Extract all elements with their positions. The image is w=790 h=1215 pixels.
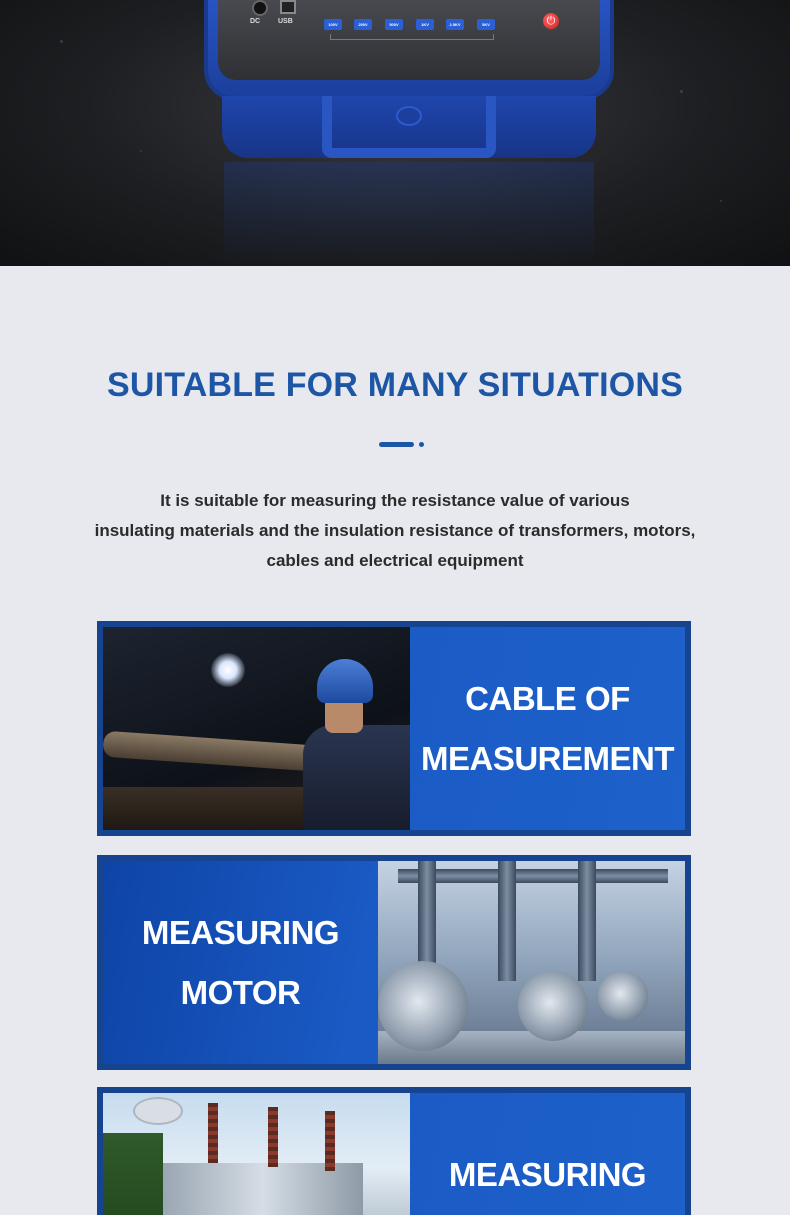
usb-port-label: USB: [278, 18, 293, 25]
range-button-500v: 500V: [385, 19, 403, 30]
application-card-cable: [97, 621, 691, 836]
card-title-line: MEASURING: [448, 1156, 647, 1193]
description-line: insulating materials and the insulation resistance of transformers, motors,: [94, 521, 696, 540]
application-card-transformer: [97, 1087, 691, 1215]
case-reflection: [224, 162, 594, 266]
range-button-2-5kv: 2.5KV: [446, 19, 464, 30]
hero-product-image: [0, 0, 790, 266]
card-title-line: MOTOR: [180, 973, 301, 1011]
substation-transformer-photo: [103, 1093, 410, 1215]
power-icon: ⏻: [541, 11, 561, 31]
dc-port-label: DC: [250, 18, 261, 25]
case-latch: [396, 106, 422, 126]
dc-port-icon: [252, 0, 268, 16]
card-title: [410, 1093, 685, 1215]
motor-room-photo: [378, 861, 685, 1064]
section-description: [60, 486, 730, 576]
usb-port-icon: [280, 0, 296, 14]
title-accent-dot: [419, 442, 424, 447]
range-button-100v: 100V: [324, 19, 342, 30]
card-title: [410, 627, 685, 830]
cable-worker-photo: [103, 627, 410, 830]
description-line: cables and electrical equipment: [266, 551, 524, 570]
range-button-1kv: 1KV: [416, 19, 434, 30]
application-card-motor: [97, 855, 691, 1070]
tester-panel: [218, 0, 600, 80]
card-title-line: CABLE OF: [465, 679, 630, 717]
card-title-line: MEASUREMENT: [420, 739, 674, 777]
card-title-line: MEASURING: [141, 913, 340, 951]
title-accent-bar: [379, 442, 414, 447]
range-button-5kv: 5KV: [477, 19, 495, 30]
range-button-250v: 250V: [354, 19, 372, 30]
range-bracket: [330, 34, 494, 40]
card-title: [103, 861, 378, 1064]
description-line: It is suitable for measuring the resistance value of various: [160, 491, 630, 510]
section-title: SUITABLE FOR MANY SITUATIONS: [106, 366, 684, 404]
